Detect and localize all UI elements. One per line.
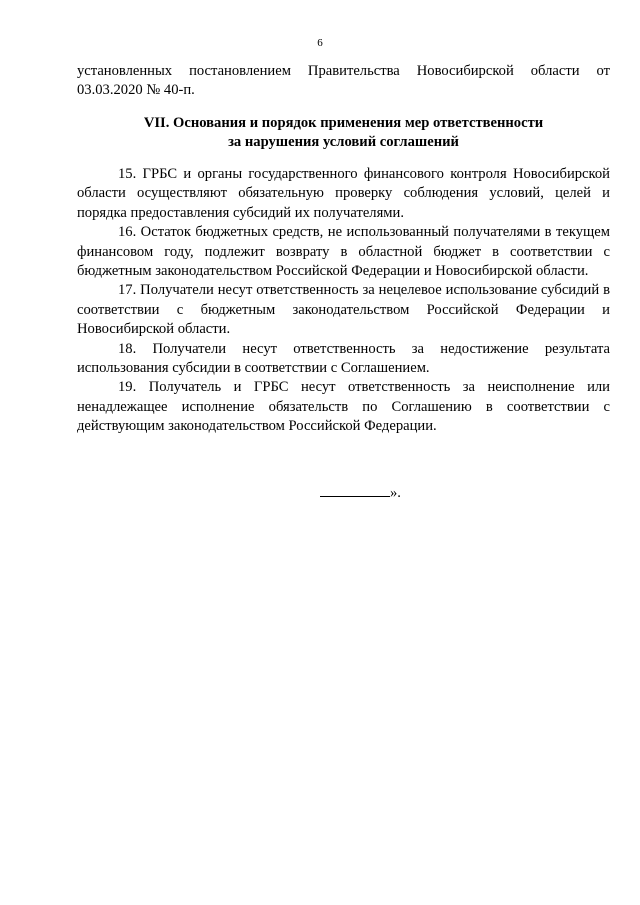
clause-16: 16. Остаток бюджетных средств, не использованный получателями в текущем финансовом году, подлежит возврату в областной бюджет в соответствии с бюджетным законодательством Российской Федерации и Новосибирской области. bbox=[77, 224, 610, 280]
intro-paragraph: установленных постановлением Правительства Новосибирской области от 03.03.2020 № 40-п. bbox=[77, 63, 610, 99]
closing-line bbox=[320, 481, 401, 503]
section-heading-line-1: VII. Основания и порядок применения мер ответственности bbox=[143, 115, 544, 131]
section-heading bbox=[77, 114, 610, 153]
clause-17: 17. Получатели несут ответственность за нецелевое использование субсидий в соответствии с бюджетным законодательством Российской Федерации и Новосибирской области. bbox=[77, 282, 610, 338]
clause-15: 15. ГРБС и органы государственного финансового контроля Новосибирской области осуществляют обязательную проверку соблюдения условий, целей и порядка предоставления субсидий их получателями. bbox=[77, 166, 610, 221]
section-heading-line-2: за нарушения условий соглашений bbox=[228, 134, 459, 151]
clauses-list bbox=[77, 165, 610, 437]
clause-19: 19. Получатель и ГРБС несут ответственность за неисполнение или ненадлежащее исполнение обязательств по Соглашению в соответствии с действующим законодательством Российской Федерации. bbox=[77, 379, 610, 435]
closing-quote: ». bbox=[390, 485, 401, 501]
clause-18: 18. Получатели несут ответственность за недостижение результата использования субсидии в соответствии с Соглашением. bbox=[77, 340, 610, 377]
intro-paragraph-block bbox=[77, 62, 610, 101]
page-number: 6 bbox=[317, 37, 323, 49]
closing-rule bbox=[320, 481, 390, 497]
